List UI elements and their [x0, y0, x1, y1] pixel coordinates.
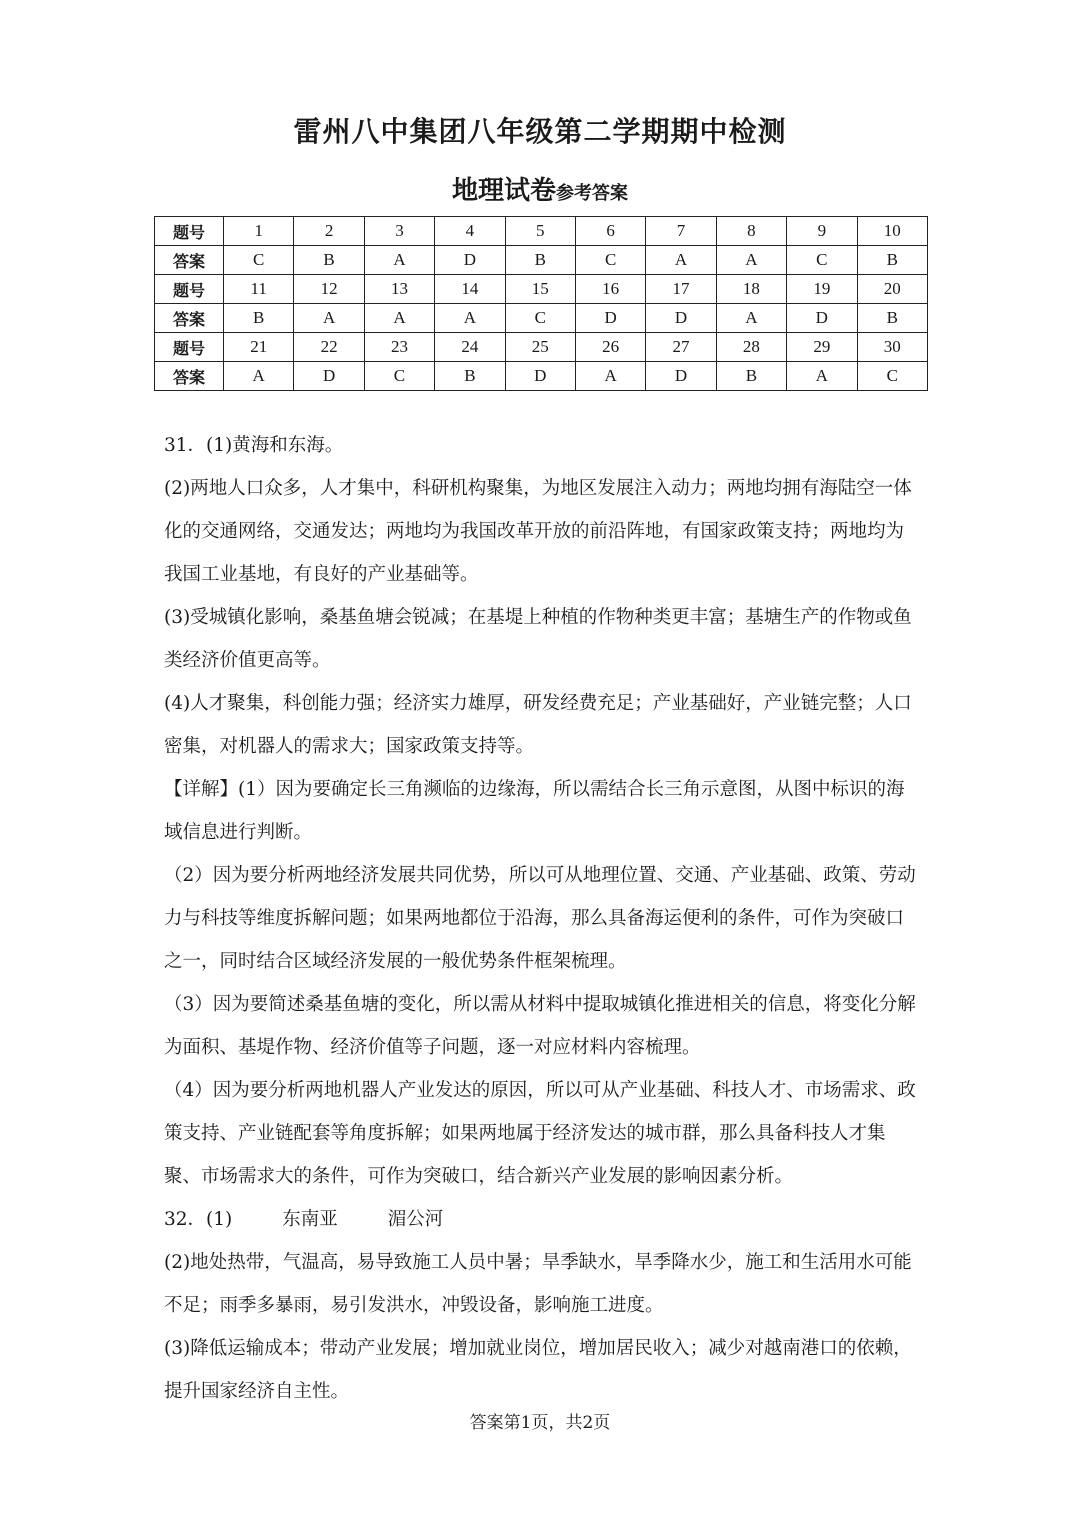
q31-part1: 31．(1)黄海和东海。 [164, 435, 344, 456]
table-row [155, 362, 928, 391]
table-cell: B [857, 246, 927, 275]
table-cell: 5 [505, 217, 575, 246]
answer-body [164, 424, 918, 1413]
table-cell: C [857, 362, 927, 391]
table-cell: 26 [575, 333, 645, 362]
page-title: 雷州八中集团八年级第二学期期中检测 [293, 115, 787, 148]
table-cell: 25 [505, 333, 575, 362]
subtitle-main: 地理试卷 [451, 176, 556, 206]
table-row [155, 275, 928, 304]
table-cell: 21 [224, 333, 294, 362]
table-cell: 12 [294, 275, 364, 304]
table-cell: C [787, 246, 857, 275]
table-cell: B [716, 362, 786, 391]
table-cell: A [435, 304, 505, 333]
table-cell: C [224, 246, 294, 275]
table-cell: 19 [787, 275, 857, 304]
q32-part3: (3)降低运输成本；带动产业发展；增加就业岗位，增加居民收入；减少对越南港口的依赖，提升国家经济自主性。 [164, 1338, 912, 1402]
table-row [155, 246, 928, 275]
q31-part3: (3)受城镇化影响，桑基鱼塘会锐减；在基堤上种植的作物种类更丰富；基塘生产的作物或鱼类经济价值更高等。 [164, 607, 912, 671]
table-cell: A [716, 304, 786, 333]
table-cell: 23 [364, 333, 434, 362]
q32-part1 [164, 1198, 918, 1241]
table-cell: 10 [857, 217, 927, 246]
table-cell: 6 [575, 217, 645, 246]
table-cell: D [646, 362, 716, 391]
table-cell: B [505, 246, 575, 275]
row-header: 答案 [155, 304, 224, 333]
table-cell: A [364, 246, 434, 275]
table-cell: 2 [294, 217, 364, 246]
table-cell: A [294, 304, 364, 333]
table-cell: 1 [224, 217, 294, 246]
table-cell: D [646, 304, 716, 333]
table-cell: 15 [505, 275, 575, 304]
table-cell: 24 [435, 333, 505, 362]
page-footer: 答案第1页，共2页 [469, 1413, 611, 1433]
row-header: 题号 [155, 275, 224, 304]
table-cell: 8 [716, 217, 786, 246]
table-row [155, 304, 928, 333]
table-cell: 14 [435, 275, 505, 304]
table-cell: 13 [364, 275, 434, 304]
q32-answer-region: 东南亚 [282, 1209, 338, 1230]
table-cell: B [435, 362, 505, 391]
answer-table [154, 216, 928, 391]
detail-part3: （3）因为要简述桑基鱼塘的变化，所以需从材料中提取城镇化推进相关的信息，将变化分解为面积、基堤作物、经济价值等子问题，逐一对应材料内容梳理。 [164, 994, 916, 1058]
table-cell: A [787, 362, 857, 391]
table-row [155, 333, 928, 362]
table-cell: A [575, 362, 645, 391]
table-cell: C [364, 362, 434, 391]
table-cell: 18 [716, 275, 786, 304]
table-cell: D [505, 362, 575, 391]
table-cell: 17 [646, 275, 716, 304]
subtitle-sub: 参考答案 [556, 183, 628, 204]
q32-answer-river: 湄公河 [387, 1209, 444, 1230]
table-cell: D [787, 304, 857, 333]
table-cell: 16 [575, 275, 645, 304]
table-cell: D [435, 246, 505, 275]
table-cell: C [505, 304, 575, 333]
table-cell: C [575, 246, 645, 275]
table-cell: A [646, 246, 716, 275]
table-cell: B [224, 304, 294, 333]
row-header: 题号 [155, 333, 224, 362]
table-cell: 3 [364, 217, 434, 246]
table-cell: 27 [646, 333, 716, 362]
table-cell: A [364, 304, 434, 333]
row-header: 题号 [155, 217, 224, 246]
table-cell: 4 [435, 217, 505, 246]
table-cell: B [857, 304, 927, 333]
table-cell: 22 [294, 333, 364, 362]
q32-part1-label: 32．(1) [164, 1209, 233, 1230]
table-row [155, 217, 928, 246]
table-cell: B [294, 246, 364, 275]
table-cell: 11 [224, 275, 294, 304]
table-cell: 30 [857, 333, 927, 362]
q32-part2: (2)地处热带，气温高，易导致施工人员中暑；旱季缺水，旱季降水少，施工和生活用水可能不足；雨季多暴雨，易引发洪水，冲毁设备，影响施工进度。 [164, 1252, 912, 1316]
page-subtitle [0, 170, 1080, 207]
table-cell: 7 [646, 217, 716, 246]
table-cell: 28 [716, 333, 786, 362]
detail-part4: （4）因为要分析两地机器人产业发达的原因，所以可从产业基础、科技人才、市场需求、政策支持、产业链配套等角度拆解；如果两地属于经济发达的城市群，那么具备科技人才集聚、市场需求大的条件，可作为突破口，结合新兴产业发展的影响因素分析。 [164, 1080, 916, 1187]
table-cell: D [575, 304, 645, 333]
table-cell: 9 [787, 217, 857, 246]
detail-part1: 【详解】(1）因为要确定长三角濒临的边缘海，所以需结合长三角示意图，从图中标识的海域信息进行判断。 [164, 779, 905, 843]
table-cell: 20 [857, 275, 927, 304]
q31-part2: (2)两地人口众多，人才集中，科研机构聚集，为地区发展注入动力；两地均拥有海陆空一体化的交通网络，交通发达；两地均为我国改革开放的前沿阵地，有国家政策支持；两地均为我国工业基地，有良好的产业基础等。 [164, 478, 912, 585]
row-header: 答案 [155, 246, 224, 275]
table-cell: D [294, 362, 364, 391]
q31-part4: (4)人才聚集，科创能力强；经济实力雄厚，研发经费充足；产业基础好，产业链完整；人口密集，对机器人的需求大；国家政策支持等。 [164, 693, 912, 757]
detail-part2: （2）因为要分析两地经济发展共同优势，所以可从地理位置、交通、产业基础、政策、劳动力与科技等维度拆解问题；如果两地都位于沿海，那么具备海运便利的条件，可作为突破口之一，同时结合区域经济发展的一般优势条件框架梳理。 [164, 865, 916, 972]
table-cell: A [224, 362, 294, 391]
row-header: 答案 [155, 362, 224, 391]
table-cell: 29 [787, 333, 857, 362]
table-cell: A [716, 246, 786, 275]
